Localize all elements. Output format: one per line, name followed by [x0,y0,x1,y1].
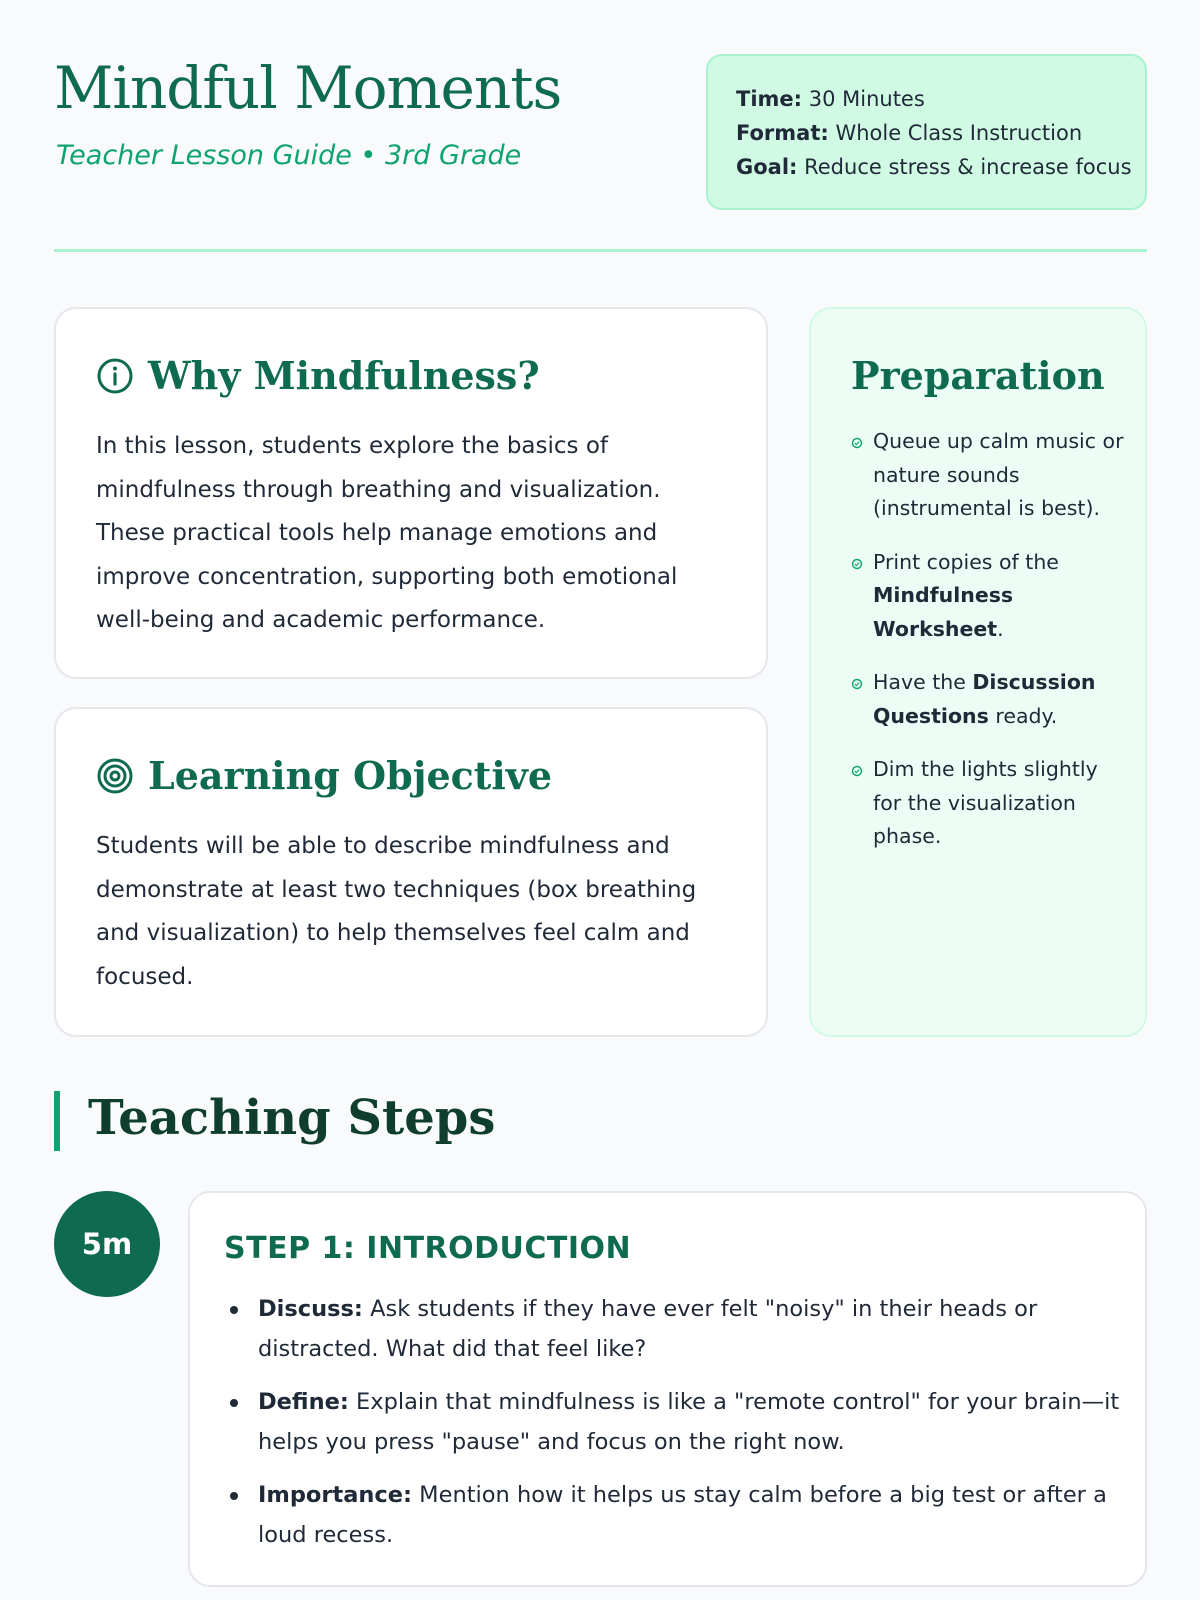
learning-objective-card [54,707,768,1037]
list-item: Discuss: Ask students if they have ever felt "noisy" in their heads or distracted. What did that feel like? [224,1289,1124,1369]
why-mindfulness-card [54,307,768,679]
preparation-list [851,425,1131,874]
learning-objective-title: Learning Objective [148,753,553,798]
learning-objective-text: Students will be able to describe mindfulness and demonstrate at least two techniques (box breathing and visualization) to help themselves feel calm and focused. [96,833,697,990]
teaching-steps-title: Teaching Steps [88,1090,496,1146]
step-points-list [224,1289,1124,1568]
page-subtitle: Teacher Lesson Guide • 3rd Grade [56,140,522,171]
why-mindfulness-header [96,353,540,398]
target-icon [96,757,134,795]
list-item: Dim the lights slightly for the visualization phase. [851,753,1131,854]
check-circle-icon [851,678,863,690]
preparation-panel [809,307,1147,1037]
list-item: Have the Discussion Questions ready. [851,666,1131,733]
meta-goal: Goal: Reduce stress & increase focus [736,155,1132,179]
step-duration-badge: 5m [54,1191,160,1297]
check-circle-icon [851,437,863,449]
check-circle-icon [851,558,863,570]
meta-format: Format: Whole Class Instruction [736,121,1083,145]
section-accent-bar [54,1091,60,1151]
list-item: Importance: Mention how it helps us stay calm before a big test or after a loud recess. [224,1475,1124,1555]
check-circle-icon [851,765,863,777]
learning-objective-header [96,753,552,798]
list-item: Queue up calm music or nature sounds (instrumental is best). [851,425,1131,526]
page-title: Mindful Moments [54,54,562,122]
why-mindfulness-title: Why Mindfulness? [148,353,540,398]
list-item: Define: Explain that mindfulness is like a "remote control" for your brain—it helps you press "pause" and focus on the right now. [224,1382,1124,1462]
lesson-meta-box [706,54,1147,210]
info-icon [96,357,134,395]
step-1-card [188,1191,1147,1587]
list-item: Print copies of the Mindfulness Worksheet. [851,546,1131,647]
why-mindfulness-text: In this lesson, students explore the basics of mindfulness through breathing and visualization. These practical tools help manage emotions and improve concentration, supporting both emotional well-being and academic performance. [96,433,678,633]
preparation-title: Preparation [851,353,1105,398]
meta-time: Time: 30 Minutes [736,87,925,111]
step-title: STEP 1: INTRODUCTION [224,1231,632,1266]
header-divider [54,249,1147,252]
